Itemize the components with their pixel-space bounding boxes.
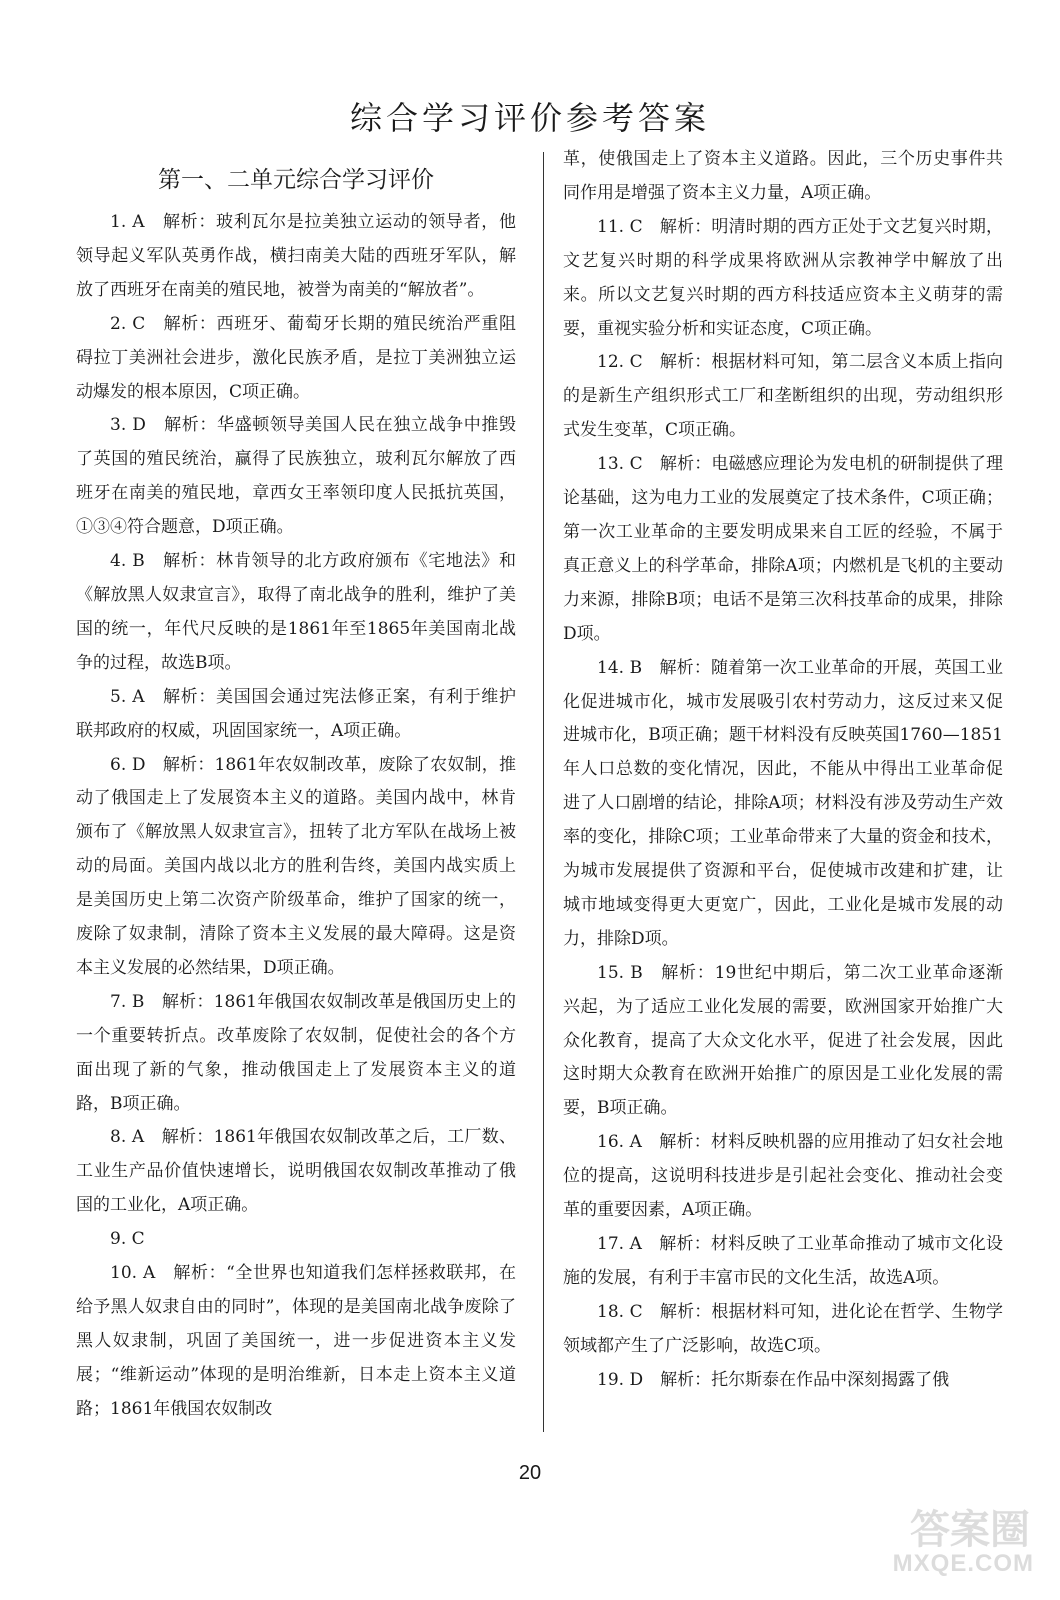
- answer-item: 19. D 解析：托尔斯泰在作品中深刻揭露了俄: [597, 1369, 950, 1390]
- answer-item: 12. C 解析：根据材料可知，第二层含义本质上指向的是新生产组织形式工厂和垄断组织的出现，劳动组织形式发生变革，C项正确。: [563, 352, 1003, 441]
- answer-item: 18. C 解析：根据材料可知，进化论在哲学、生物学领域都产生了广泛影响，故选C项。: [563, 1301, 1003, 1356]
- watermark-domain: MXQE.COM: [892, 1550, 1034, 1577]
- right-column: [563, 143, 1003, 1398]
- answer-item-continuation: 革，使俄国走上了资本主义道路。因此，三个历史事件共同作用是增强了资本主义力量，A项正确。: [563, 149, 1003, 203]
- answer-item: 11. C 解析：明清时期的西方正处于文艺复兴时期，文艺复兴时期的科学成果将欧洲从宗教神学中解放了出来。所以文艺复兴时期的西方科技适应资本主义萌芽的需要，重视实验分析和实证态度，C项正确。: [563, 216, 1003, 339]
- column-divider: [543, 152, 544, 1432]
- answer-item: 2. C 解析：西班牙、葡萄牙长期的殖民统治严重阻碍拉丁美洲社会进步，激化民族矛盾，是拉丁美洲独立运动爆发的根本原因，C项正确。: [76, 313, 516, 402]
- left-column: [76, 150, 516, 1427]
- answer-item: 6. D 解析：1861年农奴制改革，废除了农奴制，推动了俄国走上了发展资本主义的道路。美国内战中，林肯颁布了《解放黑人奴隶宣言》，扭转了北方军队在战场上被动的局面。美国内战以北方的胜利告终，美国内战实质上是美国历史上第二次资产阶级革命，维护了国家的统一，废除了奴隶制，清除了资本主义发展的最大障碍。这是资本主义发展的必然结果，D项正确。: [76, 754, 516, 978]
- answer-item: 17. A 解析：材料反映了工业革命推动了城市文化设施的发展，有利于丰富市民的文化生活，故选A项。: [563, 1234, 1003, 1288]
- section-title: 第一、二单元综合学习评价: [158, 167, 434, 193]
- answer-item: 7. B 解析：1861年俄国农奴制改革是俄国历史上的一个重要转折点。改革废除了农奴制，促使社会的各个方面出现了新的气象，推动俄国走上了发展资本主义的道路，B项正确。: [76, 991, 516, 1114]
- answer-item: 16. A 解析：材料反映机器的应用推动了妇女社会地位的提高，这说明科技进步是引起社会变化、推动社会变革的重要因素，A项正确。: [563, 1132, 1003, 1221]
- answer-item: 5. A 解析：美国国会通过宪法修正案，有利于维护联邦政府的权威，巩固国家统一，A项正确。: [76, 686, 516, 741]
- answer-item: 8. A 解析：1861年俄国农奴制改革之后，工厂数、工业生产品价值快速增长，说明俄国农奴制改革推动了俄国的工业化，A项正确。: [76, 1127, 516, 1216]
- answer-item: 4. B 解析：林肯领导的北方政府颁布《宅地法》和《解放黑人奴隶宣言》，取得了南北战争的胜利，维护了美国的统一，年代尺反映的是1861年至1865年美国南北战争的过程，故选B项。: [76, 551, 516, 673]
- answer-item: 10. A 解析：“全世界也知道我们怎样拯救联邦，在给予黑人奴隶自由的同时”，体现的是美国南北战争废除了黑人奴隶制，巩固了美国统一，进一步促进资本主义发展；“维新运动”体现的是明治维新，日本走上资本主义道路；1861年俄国农奴制改: [76, 1263, 516, 1419]
- page-number: 20: [518, 1462, 542, 1484]
- answer-item: 1. A 解析：玻利瓦尔是拉美独立运动的领导者，他领导起义军队英勇作战，横扫南美大陆的西班牙军队，解放了西班牙在南美的殖民地，被誉为南美的“解放者”。: [76, 212, 516, 300]
- answer-item: 3. D 解析：华盛顿领导美国人民在独立战争中推毁了英国的殖民统治，赢得了民族独立，玻利瓦尔解放了西班牙在南美的殖民地，章西女王率领印度人民抵抗英国，①③④符合题意，D项正确。: [76, 415, 516, 538]
- watermark-main: 答案圈: [910, 1507, 1030, 1553]
- page-title: 综合学习评价参考答案: [349, 99, 710, 138]
- answer-item: 14. B 解析：随着第一次工业革命的开展，英国工业化促进城市化，城市发展吸引农村劳动力，这反过来又促进城市化，B项正确；题干材料没有反映英国1760—1851年人口总数的变化情况，因此，不能从中得出工业革命促进了人口剧增的结论，排除A项；材料没有涉及劳动生产效率的变化，排除C项；工业革命带来了大量的资金和技术，为城市发展提供了资源和平台，促使城市改建和扩建，让城市地域变得更大更宽广，因此，工业化是城市发展的动力，排除D项。: [563, 657, 1003, 949]
- watermark-logo: [884, 1498, 1034, 1578]
- answer-item: 9. C: [110, 1229, 145, 1250]
- answer-item: 13. C 解析：电磁感应理论为发电机的研制提供了理论基础，这为电力工业的发展奠定了技术条件，C项正确；第一次工业革命的主要发明成果来自工匠的经验，不属于真正意义上的科学革命，排除A项；内燃机是飞机的主要动力来源，排除B项；电话不是第三次科技革命的成果，排除D项。: [563, 454, 1003, 644]
- answer-item: 15. B 解析：19世纪中期后，第二次工业革命逐渐兴起，为了适应工业化发展的需要，欧洲国家开始推广大众化教育，提高了大众文化水平，促进了社会发展，因此这时期大众教育在欧洲开始推广的原因是工业化发展的需要，B项正确。: [563, 962, 1003, 1119]
